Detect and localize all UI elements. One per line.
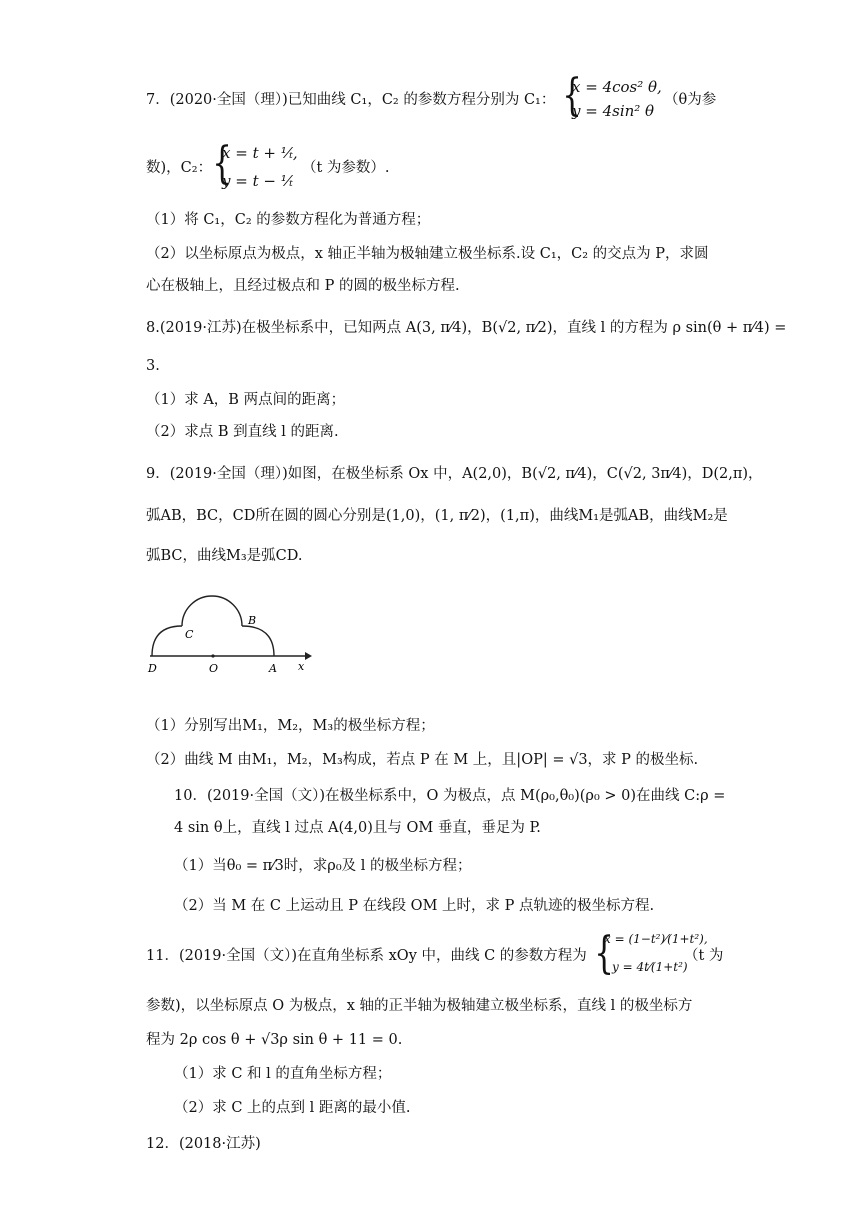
q12-stem: 12．(2018·江苏) xyxy=(146,1136,261,1152)
label-d: D xyxy=(148,662,157,675)
q7-part1: （1）将 C₁，C₂ 的参数方程化为普通方程； xyxy=(146,212,431,228)
q11-stem-line3: 程为 2ρ cos θ + √3ρ sin θ + 11 = 0. xyxy=(146,1032,403,1048)
q7-part2-line2: 心在极轴上，且经过极点和 P 的圆的极坐标方程. xyxy=(146,278,460,294)
q7-c2-y-eq: y = t − ¹⁄ₜ xyxy=(222,172,293,190)
q8-stem-cont: 3. xyxy=(146,358,160,374)
q9-stem: 9．(2019·全国（理）)如图，在极坐标系 Ox 中，A(2,0)，B(√2, π⁄4)，C(√2, 3π⁄4)，D(2,π)， xyxy=(146,466,763,482)
q10-part2: （2）当 M 在 C 上运动且 P 在线段 OM 上时，求 P 点轨迹的极坐标方程. xyxy=(174,898,655,914)
q11-brace: { xyxy=(594,928,614,979)
label-b: B xyxy=(248,614,257,627)
q9-stem-line3: 弧BC，曲线M₃是弧CD. xyxy=(146,548,303,564)
q7-c1-y-eq: y = 4sin² θ xyxy=(572,102,655,120)
q11-stem-line2: 参数)，以坐标原点 O 为极点，x 轴的正半轴为极轴建立极坐标系，直线 l 的极坐标方 xyxy=(146,998,693,1014)
label-x: x xyxy=(298,660,305,673)
q11-stem: 11．(2019·全国（文）)在直角坐标系 xOy 中，曲线 C 的参数方程为 xyxy=(146,948,587,964)
q9-part2: （2）曲线 M 由M₁，M₂，M₃构成，若点 P 在 M 上，且|OP| = √3，求 P 的极坐标. xyxy=(146,752,699,768)
arc-cd xyxy=(152,626,182,656)
q7-c2-x-eq: x = t + ¹⁄ₜ, xyxy=(222,144,298,162)
q8-part1: （1）求 A，B 两点间的距离； xyxy=(146,392,346,408)
q8-stem: 8.(2019·江苏)在极坐标系中，已知两点 A(3, π⁄4)，B(√2, π⁄2)，直线 l 的方程为 ρ sin(θ + π⁄4) = xyxy=(146,320,787,336)
q7-theta-note: （θ为参 xyxy=(664,92,717,108)
q11-x-eq: x = (1−t²)⁄(1+t²), xyxy=(604,932,708,946)
q11-part2: （2）求 C 上的点到 l 距离的最小值. xyxy=(174,1100,411,1116)
q7-line2: 数)，C₂： xyxy=(146,160,213,176)
q7-part2-line1: （2）以坐标原点为极点，x 轴正半轴为极轴建立极坐标系.设 C₁，C₂ 的交点为 P，求圆 xyxy=(146,246,709,262)
q11-y-eq: y = 4t⁄(1+t²) xyxy=(612,960,688,974)
q7-t-note: （t 为参数）. xyxy=(302,160,390,176)
arc-ab xyxy=(242,626,274,656)
origin-dot xyxy=(211,654,214,657)
label-a: A xyxy=(269,662,277,675)
arc-bc xyxy=(182,596,242,626)
q11-t-note: （t 为 xyxy=(684,948,724,964)
q7-stem: 7．(2020·全国（理）)已知曲线 C₁，C₂ 的参数方程分别为 C₁： xyxy=(146,92,556,108)
q7-c1-x-eq: x = 4cos² θ, xyxy=(572,78,662,96)
q9-part1: （1）分别写出M₁，M₂，M₃的极坐标方程； xyxy=(146,718,435,734)
q9-polar-figure xyxy=(140,590,320,680)
q8-part2: （2）求点 B 到直线 l 的距离. xyxy=(146,424,339,440)
q10-part1: （1）当θ₀ = π⁄3时，求ρ₀及 l 的极坐标方程； xyxy=(174,858,472,874)
q7-c2-brace: { xyxy=(212,138,232,189)
q10-stem-line2: 4 sin θ上，直线 l 过点 A(4,0)且与 OM 垂直，垂足为 P. xyxy=(174,820,541,836)
q10-stem: 10．(2019·全国（文）)在极坐标系中，O 为极点，点 M(ρ₀,θ₀)(ρ₀ > 0)在曲线 C:ρ = xyxy=(174,788,726,804)
q11-part1: （1）求 C 和 l 的直角坐标方程； xyxy=(174,1066,392,1082)
label-o: O xyxy=(209,662,219,675)
label-c: C xyxy=(185,628,194,641)
q7-c1-brace: { xyxy=(562,70,582,121)
x-axis-arrow xyxy=(305,652,312,660)
q9-stem-line2: 弧AB，BC，CD所在圆的圆心分别是(1,0)，(1, π⁄2)，(1,π)，曲线M₁是弧AB，曲线M₂是 xyxy=(146,508,728,524)
